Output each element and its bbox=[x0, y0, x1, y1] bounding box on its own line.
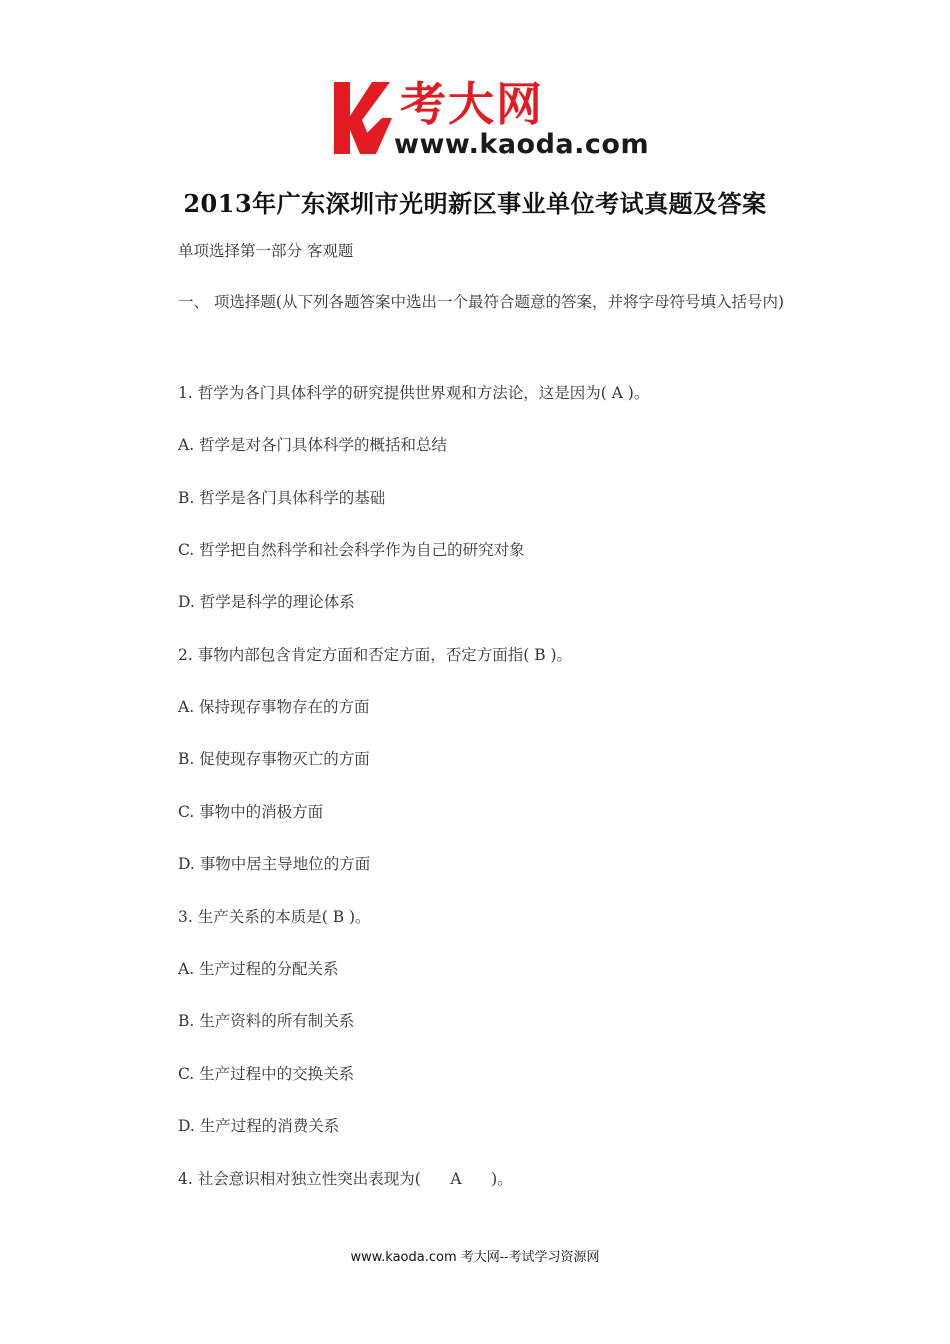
question-1-option-a: A. 哲学是对各门具体科学的概括和总结 bbox=[178, 436, 448, 454]
section-heading: 单项选择第一部分 客观题 bbox=[178, 242, 354, 260]
question-2-option-c: C. 事物中的消极方面 bbox=[178, 803, 324, 821]
logo-brand-cn: 考大网 bbox=[400, 77, 544, 131]
footer-text: 考大网--考试学习资源网 bbox=[456, 1250, 600, 1265]
question-1-option-c: C. 哲学把自然科学和社会科学作为自己的研究对象 bbox=[178, 541, 525, 559]
question-1-stem: 1. 哲学为各门具体科学的研究提供世界观和方法论，这是因为( A )。 bbox=[178, 384, 650, 402]
question-1-option-b: B. 哲学是各门具体科学的基础 bbox=[178, 489, 386, 507]
question-1-option-d: D. 哲学是科学的理论体系 bbox=[178, 593, 355, 611]
question-2-stem: 2. 事物内部包含肯定方面和否定方面，否定方面指( B )。 bbox=[178, 646, 573, 664]
question-2-option-b: B. 促使现存事物灭亡的方面 bbox=[178, 750, 370, 768]
question-3-option-a: A. 生产过程的分配关系 bbox=[178, 960, 339, 978]
kaoda-logo bbox=[332, 78, 652, 160]
question-3-option-b: B. 生产资料的所有制关系 bbox=[178, 1012, 355, 1030]
k-logo-icon bbox=[332, 78, 394, 156]
document-title: 2013年广东深圳市光明新区事业单位考试真题及答案 bbox=[183, 189, 767, 218]
logo-url: www.kaoda.com bbox=[394, 129, 650, 160]
question-4-stem: 4. 社会意识相对独立性突出表现为( A )。 bbox=[178, 1170, 513, 1188]
question-3-option-d: D. 生产过程的消费关系 bbox=[178, 1117, 340, 1135]
question-2-option-d: D. 事物中居主导地位的方面 bbox=[178, 855, 371, 873]
footer-url[interactable]: www.kaoda.com bbox=[350, 1250, 457, 1265]
instruction-text: 一、 项选择题(从下列各题答案中选出一个最符合题意的答案，并将字母符号填入括号内) bbox=[178, 293, 785, 311]
question-2-option-a: A. 保持现存事物存在的方面 bbox=[178, 698, 370, 716]
question-3-stem: 3. 生产关系的本质是( B )。 bbox=[178, 908, 371, 926]
page-footer bbox=[0, 1246, 950, 1265]
question-3-option-c: C. 生产过程中的交换关系 bbox=[178, 1065, 355, 1083]
